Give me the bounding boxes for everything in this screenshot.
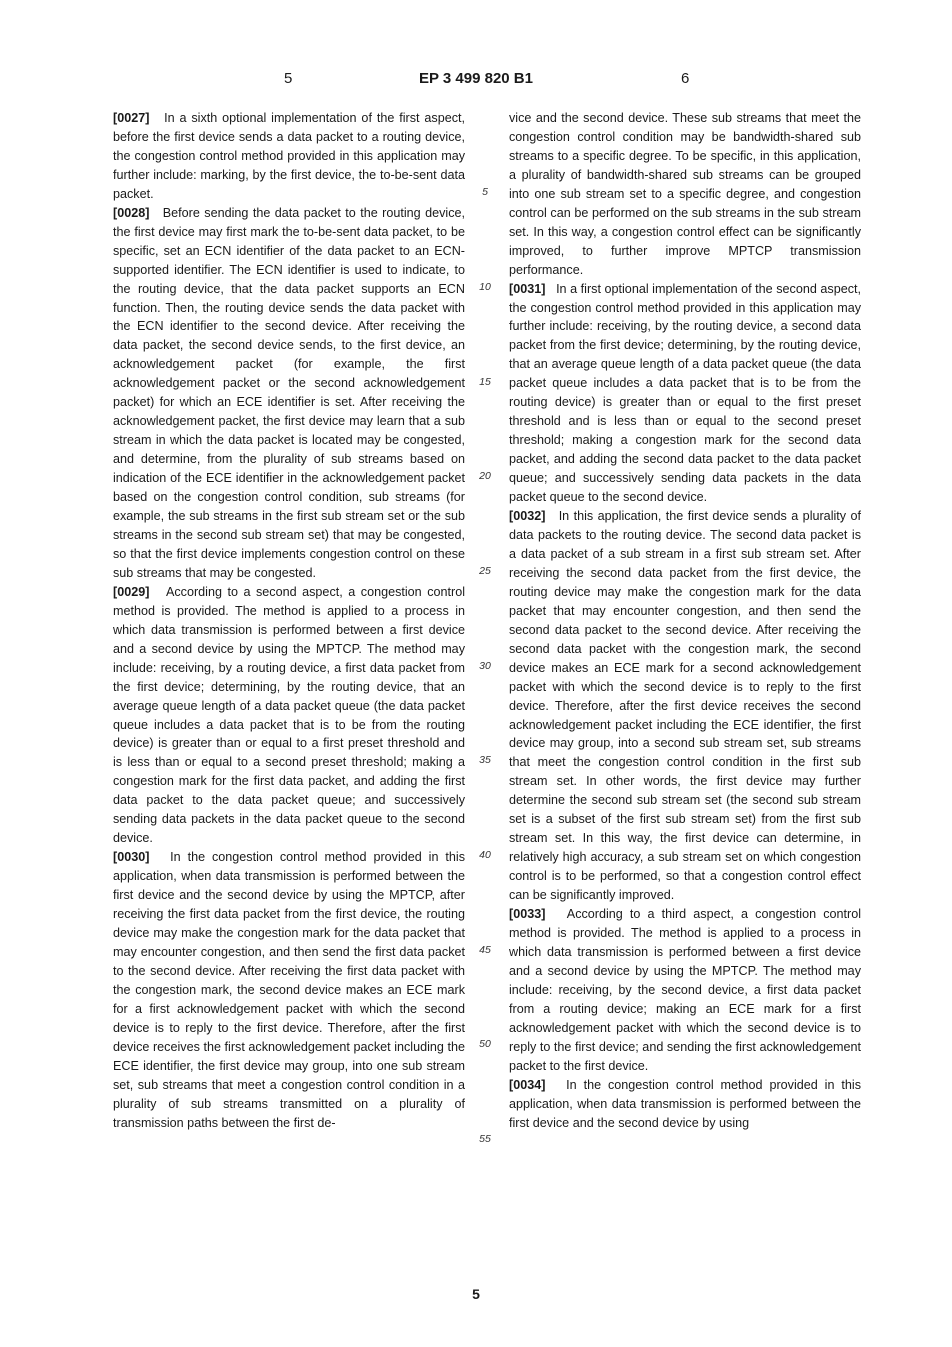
paragraph-number: [0029] (113, 584, 150, 599)
paragraph-number: [0027] (113, 111, 150, 125)
line-number: 40 (479, 849, 491, 861)
paragraph (509, 1076, 861, 1133)
line-number: 45 (479, 944, 491, 956)
paragraph-text: According to a second aspect, a congestion control method is provided. The method is applied to a process in which data transmission is performed between a first device and a second device by using the MPTCP. The method may include: receiving, by a routing device, a first data packet from the first device; determining, by the routing device, that an average queue length of a data packet queue (the data packet queue includes a data packet that is to be from the routing device) is greater than or equal to a first preset threshold and is less than or equal to a second preset threshold; making a congestion mark for the first data packet, and adding the first data packet to the data packet queue; and successively sending data packets in the data packet queue to the second device. (113, 584, 465, 846)
line-number: 10 (479, 281, 491, 293)
line-number: 5 (482, 186, 488, 198)
paragraph-text: In the congestion control method provided in this application, when data transmission is performed between the first device and the second device by using (509, 1077, 861, 1130)
right-column (509, 109, 861, 1132)
line-number: 50 (479, 1038, 491, 1050)
line-number: 55 (479, 1133, 491, 1145)
paragraph-text: In the congestion control method provided in this application, when data transmission is performed between the first device and the second device by using the MPTCP, after receiving the first data packet from the first device, the routing device may make the congestion mark for the data packet that may encounter congestion, and then send the first data packet to the second device. After receiving the first data packet with the congestion mark, the second device makes an ECE mark for a first acknowledgement packet with which the second device is to reply to the first device. Therefore, after the first device receives the first acknowledgement packet including the ECE identifier, the first device may group, into one sub stream set, sub streams that meet a congestion control condition in a plurality of sub streams transmitted on a plurality of transmission paths between the first de- (113, 850, 465, 1130)
line-number: 35 (479, 754, 491, 766)
paragraph-text: Before sending the data packet to the routing device, the first device may first mark the to-be-sent data packet, to be specific, set an ECN identifier of the data packet to an ECN-supported identifier. The ECN identifier is used to indicate, to the routing device, that the data packet supports an ECN function. Then, the routing device sends the data packet with the ECN identifier to the second device. After receiving the data packet, the second device sends, to the first device, an acknowledgement packet (for example, the first acknowledgement packet or the second acknowledgement packet) for which an ECE identifier is set. After receiving the acknowledgement packet, the first device may learn that a sub stream in which the data packet is located may be congested, and determine, from the plurality of sub streams based on indication of the ECE identifier in the acknowledgement packet based on the congestion control condition, sub streams (for example, the sub streams in the first sub stream set or the sub streams in the second sub stream set) that may be congested, so that the first device implements congestion control on these sub streams that may be congested. (113, 205, 465, 580)
line-number: 20 (479, 470, 491, 482)
paragraph-text: According to a third aspect, a congestion control method is provided. The method is applied to a process in which data transmission is performed between a first device and a second device by using the MPTCP. The method may include: receiving, by the second device, a first data packet from a routing device; making an ECE mark for a first acknowledgement packet with which the second device is to reply to the first device; and sending the first acknowledgement packet to the first device. (509, 907, 862, 1073)
line-number: 30 (479, 660, 491, 672)
paragraph-text: vice and the second device. These sub streams that meet the congestion control condition may be bandwidth-shared sub streams to a specific degree. To be specific, in this application, a plurality of bandwidth-shared sub streams can be grouped into one sub stream set to a specific degree, and congestion control can be performed on the sub streams in the sub stream set. In this way, a congestion control effect can be significantly improved, to further improve MPTCP transmission performance. (509, 111, 861, 277)
line-number: 25 (479, 565, 491, 577)
paragraph-text: In a sixth optional implementation of the first aspect, before the first device sends a data packet to a routing device, the congestion control method provided in this application may further include: marking, by the first device, the to-be-sent data packet. (113, 111, 466, 201)
patent-number: EP 3 499 820 B1 (419, 70, 533, 87)
paragraph (113, 109, 465, 204)
paragraph (113, 848, 465, 1132)
paragraph-number: [0034] (509, 1077, 546, 1092)
paragraph-text: In this application, the first device sends a plurality of data packets to the routing device. The second data packet is a data packet of a sub stream in a first sub stream set. After receiving the second data packet from the first device, the routing device may make the congestion mark for the data packet that may encounter congestion, and then send the second data packet to the second device. After receiving the second data packet with the congestion mark, the second device makes an ECE mark for a second acknowledgement packet with which the second device is to reply to the first device. Therefore, after the first device receives the second acknowledgement packet including the ECE identifier, the first device may group, into a second sub stream set, sub streams that meet the congestion control condition in the first sub stream set. In other words, the first device may further determine the second sub stream set (the second sub stream set is a subset of the first sub stream set) from the first sub stream set. In this way, the first device can determine, in relatively high accuracy, a sub stream set on which congestion control is to be performed, so that a congestion control effect can be significantly improved. (509, 509, 862, 903)
paragraph (509, 905, 861, 1076)
page-number: 5 (472, 1286, 480, 1302)
paragraph-text: In a first optional implementation of the second aspect, the congestion control method provided in this application may further include: receiving, by the routing device, a second data packet from the first device; determining, by the routing device, that an average queue length of a data packet queue (the data packet queue includes a data packet that is to be from the routing device) is greater than or equal to the first preset threshold and is less than or equal to the second preset threshold; making a congestion mark for the second data packet, and adding the second data packet to the data packet queue; and successively sending data packets in the data packet queue to the second device. (509, 281, 861, 505)
paragraph-number: [0032] (509, 509, 546, 524)
paragraph (113, 583, 465, 848)
left-column (113, 109, 465, 1132)
header-right-column-number: 6 (681, 70, 690, 87)
header-left-column-number: 5 (284, 70, 293, 87)
paragraph-number: [0028] (113, 205, 150, 220)
paragraph-number: [0030] (113, 850, 150, 865)
paragraph (113, 204, 465, 583)
paragraph (509, 280, 861, 507)
paragraph (509, 109, 861, 280)
line-number: 15 (479, 376, 491, 388)
paragraph (509, 507, 861, 905)
paragraph-number: [0031] (509, 281, 546, 296)
paragraph-number: [0033] (509, 907, 546, 922)
